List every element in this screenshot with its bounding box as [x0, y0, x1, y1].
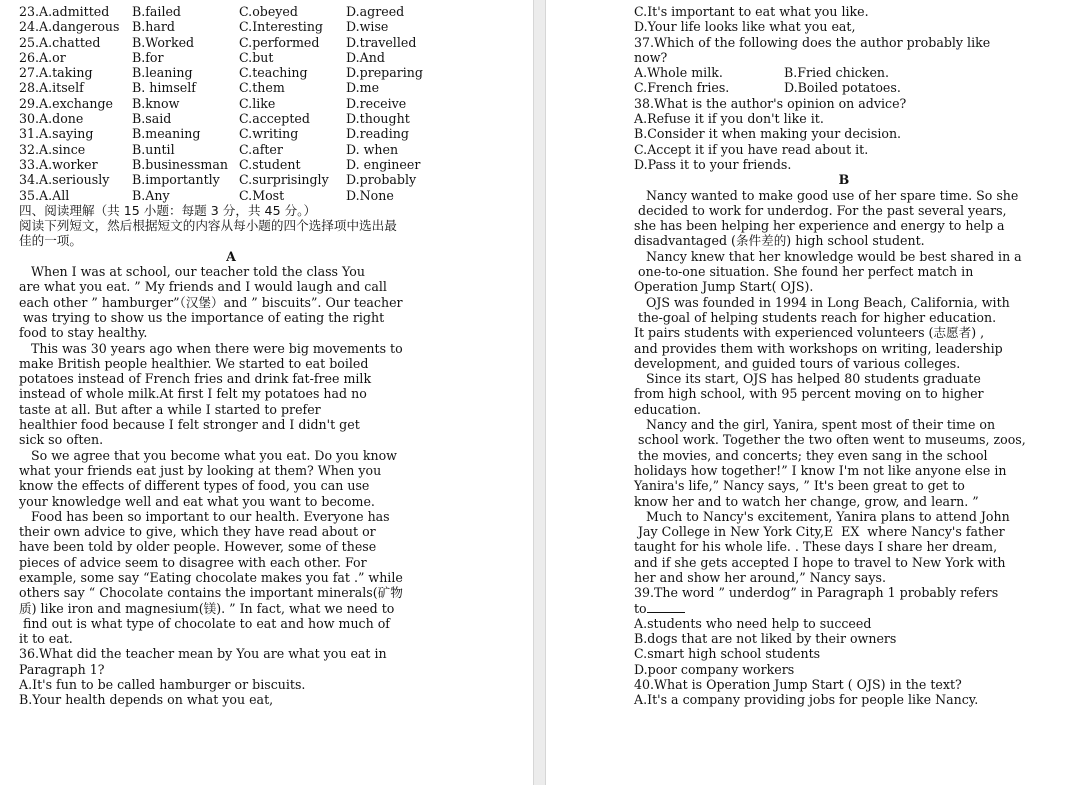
left-page: [0, 0, 533, 785]
question-line: C.smart high school students: [634, 646, 821, 662]
option-item: 33.A.worker: [19, 156, 98, 172]
option-item: D.thought: [346, 111, 410, 127]
passage-line: each other ” hamburger”（汉堡）and ” biscuits”. Our teacher: [19, 294, 403, 310]
option-item: C.after: [239, 141, 283, 157]
option-item: C.surprisingly: [239, 172, 329, 188]
option-item: C.student: [239, 156, 301, 172]
passage-line: find out is what type of chocolate to eat and how much of: [19, 615, 390, 631]
option-item: 32.A.since: [19, 141, 86, 157]
passage-line: the movies, and concerts; they even sang in the school: [634, 447, 988, 463]
passage-line: example, some say “Eating chocolate makes you fat .” while: [19, 569, 403, 585]
passage-line: healthier food because I felt stronger and I didn't get: [19, 417, 360, 433]
option-item: 34.A.seriously: [19, 172, 110, 188]
q36-q37-lines: [634, 4, 1054, 65]
option-item: B.know: [132, 95, 180, 111]
passage-line: others say “ Chocolate contains the important minerals(矿物: [19, 585, 403, 601]
question-line: 37.Which of the following does the author probably like: [634, 34, 991, 50]
passage-line: have been told by older people. However, some of these: [19, 539, 377, 555]
passage-line: 36.What did the teacher mean by You are what you eat in: [19, 646, 387, 662]
right-page: [546, 0, 1080, 785]
passage-line: Food has been so important to our health. Everyone has: [19, 508, 390, 524]
passage-line: potatoes instead of French fries and drink fat-free milk: [19, 371, 372, 387]
option-item: D.None: [346, 187, 394, 203]
passage-a: [19, 264, 443, 708]
passage-line: their own advice to give, which they have read about or: [19, 524, 376, 540]
page-gutter: [533, 0, 546, 785]
passage-line: are what you eat. ” My friends and I would laugh and call: [19, 279, 387, 295]
option-row: [19, 4, 443, 19]
option-item: B.hard: [132, 19, 175, 35]
question-line: 40.What is Operation Jump Start ( OJS) in the text?: [634, 677, 962, 693]
right-page-content: [634, 4, 1054, 708]
passage-line: A.It's fun to be called hamburger or biscuits.: [19, 677, 306, 693]
option-item: C.obeyed: [239, 4, 298, 19]
option-item: D.travelled: [346, 34, 417, 50]
passage-line: Nancy wanted to make good use of her spare time. So she: [634, 187, 1019, 203]
option-item: C.Interesting: [239, 19, 323, 35]
option-item: B.Fried chicken.: [784, 65, 890, 81]
option-item: 35.A.All: [19, 187, 70, 203]
option-item: D.me: [346, 80, 380, 96]
option-item: C.like: [239, 95, 276, 111]
passage-line: taught for his whole life. . These days I share her dream,: [634, 539, 998, 555]
option-row: [19, 142, 443, 157]
option-row: [19, 65, 443, 80]
passage-line: it to eat.: [19, 631, 73, 647]
left-page-content: [19, 4, 443, 708]
passage-line: decided to work for underdog. For the past several years,: [634, 202, 1007, 218]
passage-line: Jay College in New York City,E EX where Nancy's father: [634, 524, 1005, 540]
passage-line: This was 30 years ago when there were big movements to: [19, 340, 403, 356]
passage-line: 质) like iron and magnesium(镁). ” In fact, what we need to: [19, 600, 395, 616]
q39-to: to: [634, 600, 647, 616]
passage-line: her and show her around,” Nancy says.: [634, 569, 886, 585]
passage-line: 39.The word ” underdog” in Paragraph 1 probably refers: [634, 585, 999, 601]
passage-line: what your friends eat just by looking at them? When you: [19, 462, 382, 478]
passage-line: education.: [634, 401, 701, 417]
option-row: [19, 80, 443, 95]
passage-line: and if she gets accepted I hope to travel to New York with: [634, 554, 1006, 570]
option-row: [19, 19, 443, 34]
question-line: C.Accept it if you have read about it.: [634, 141, 869, 157]
option-item: B.for: [132, 49, 164, 65]
option-item: C.Most: [239, 187, 285, 203]
q39-continuation: [634, 601, 1054, 616]
question-line: A.Refuse it if you don't like it.: [634, 111, 824, 127]
option-row: [19, 50, 443, 65]
passage-line: Since its start, OJS has helped 80 students graduate: [634, 371, 981, 387]
option-item: C.teaching: [239, 65, 308, 81]
option-item: C.writing: [239, 126, 299, 142]
section-heading: 四、阅读理解（共 15 小题：每题 3 分，共 45 分。）: [19, 202, 317, 218]
option-item: B.failed: [132, 4, 181, 19]
passage-line: know the effects of different types of food, you can use: [19, 478, 370, 494]
option-item: 28.A.itself: [19, 80, 84, 96]
option-item: C.performed: [239, 34, 320, 50]
passage-line: Nancy and the girl, Yanira, spent most of their time on: [634, 417, 996, 433]
option-item: D.reading: [346, 126, 409, 142]
answer-blank: [647, 602, 685, 613]
option-item: B.said: [132, 111, 172, 127]
passage-line: Much to Nancy's excitement, Yanira plans to attend John: [634, 508, 1010, 524]
option-item: C.but: [239, 49, 274, 65]
option-item: B.Any: [132, 187, 170, 203]
option-item: B.until: [132, 141, 175, 157]
instruction-line: 阅读下列短文，然后根据短文的内容从每小题的四个选择项中选出最: [19, 218, 397, 234]
passage-label-a: A: [226, 248, 236, 264]
option-item: 23.A.admitted: [19, 4, 110, 19]
passage-line: B.Your health depends on what you eat,: [19, 692, 274, 708]
option-row: [19, 188, 443, 203]
option-row: [19, 157, 443, 172]
passage-line: Paragraph 1?: [19, 661, 105, 677]
option-item: C.French fries.: [634, 80, 730, 96]
q39-q40-lines: [634, 616, 1054, 708]
passage-line: Operation Jump Start( OJS).: [634, 279, 814, 295]
question-line: B.Consider it when making your decision.: [634, 126, 902, 142]
q38-block: [634, 96, 1054, 172]
option-item: 26.A.or: [19, 49, 66, 65]
passage-line: and provides them with workshops on writing, leadership: [634, 340, 1003, 356]
passage-line: Yanira's life,” Nancy says, ” It's been great to get to: [634, 478, 965, 494]
passage-line: disadvantaged (条件差的) high school student.: [634, 233, 925, 249]
passage-line: know her and to watch her change, grow, and learn. ”: [634, 493, 979, 509]
passage-line: taste at all. But after a while I started to prefer: [19, 401, 321, 417]
option-item: D.agreed: [346, 4, 405, 19]
option-row: [634, 65, 1054, 80]
passage-line: food to stay healthy.: [19, 325, 148, 341]
option-item: D.wise: [346, 19, 389, 35]
passage-b: [634, 188, 1054, 601]
option-row: [19, 172, 443, 187]
q37-options: [634, 65, 1054, 96]
option-item: 25.A.chatted: [19, 34, 101, 50]
passage-line: she has been helping her experience and energy to help a: [634, 218, 1005, 234]
option-item: B.importantly: [132, 172, 220, 188]
option-item: 31.A.saying: [19, 126, 94, 142]
instruction-line: 佳的一项。: [19, 233, 82, 249]
option-item: 27.A.taking: [19, 65, 93, 81]
passage-line: Nancy knew that her knowledge would be best shared in a: [634, 248, 1022, 264]
question-line: B.dogs that are not liked by their owners: [634, 631, 897, 647]
option-row: [634, 80, 1054, 95]
passage-line: sick so often.: [19, 432, 104, 448]
option-item: 29.A.exchange: [19, 95, 113, 111]
option-item: B.businessman: [132, 156, 228, 172]
passage-line: was trying to show us the importance of eating the right: [19, 309, 385, 325]
question-line: D.Pass it to your friends.: [634, 156, 792, 172]
passage-line: It pairs students with experienced volunteers (志愿者) ,: [634, 325, 985, 341]
passage-line: one-to-one situation. She found her perfect match in: [634, 264, 974, 280]
option-item: D.receive: [346, 95, 407, 111]
option-item: C.accepted: [239, 111, 310, 127]
option-item: 30.A.done: [19, 111, 84, 127]
question-line: A.It's a company providing jobs for people like Nancy.: [634, 692, 979, 708]
passage-line: make British people healthier. We started to eat boiled: [19, 355, 369, 371]
option-item: B.leaning: [132, 65, 193, 81]
option-item: B.meaning: [132, 126, 201, 142]
option-item: D. engineer: [346, 156, 421, 172]
passage-line: development, and guided tours of various colleges.: [634, 355, 961, 371]
passage-line: instead of whole milk.At first I felt my potatoes had no: [19, 386, 367, 402]
option-row: [19, 111, 443, 126]
cloze-options: [19, 4, 443, 203]
question-line: D.poor company workers: [634, 661, 795, 677]
passage-line: holidays how together!” I know I'm not like anyone else in: [634, 462, 1007, 478]
passage-line: your knowledge well and eat what you want to become.: [19, 493, 375, 509]
option-row: [19, 126, 443, 141]
option-item: D. when: [346, 141, 399, 157]
option-row: [19, 35, 443, 50]
option-item: A.Whole milk.: [634, 65, 723, 81]
passage-label-b: B: [838, 172, 850, 188]
passage-line: the-goal of helping students reach for higher education.: [634, 309, 997, 325]
passage-line: from high school, with 95 percent moving on to higher: [634, 386, 984, 402]
question-line: now?: [634, 49, 668, 65]
passage-line: school work. Together the two often went to museums, zoos,: [634, 432, 1026, 448]
question-line: C.It's important to eat what you like.: [634, 4, 869, 19]
passage-line: OJS was founded in 1994 in Long Beach, California, with: [634, 294, 1010, 310]
option-row: [19, 96, 443, 111]
passage-line: When I was at school, our teacher told the class You: [19, 264, 365, 280]
question-line: D.Your life looks like what you eat,: [634, 19, 856, 35]
option-item: C.them: [239, 80, 285, 96]
option-item: 24.A.dangerous: [19, 19, 120, 35]
option-item: D.And: [346, 49, 385, 65]
option-item: D.Boiled potatoes.: [784, 80, 901, 96]
passage-line: So we agree that you become what you eat. Do you know: [19, 447, 397, 463]
option-item: B.Worked: [132, 34, 195, 50]
option-item: B. himself: [132, 80, 196, 96]
option-item: D.preparing: [346, 65, 423, 81]
passage-line: pieces of advice seem to disagree with each other. For: [19, 554, 367, 570]
option-item: D.probably: [346, 172, 417, 188]
question-line: 38.What is the author's opinion on advice?: [634, 95, 907, 111]
question-line: A.students who need help to succeed: [634, 615, 872, 631]
